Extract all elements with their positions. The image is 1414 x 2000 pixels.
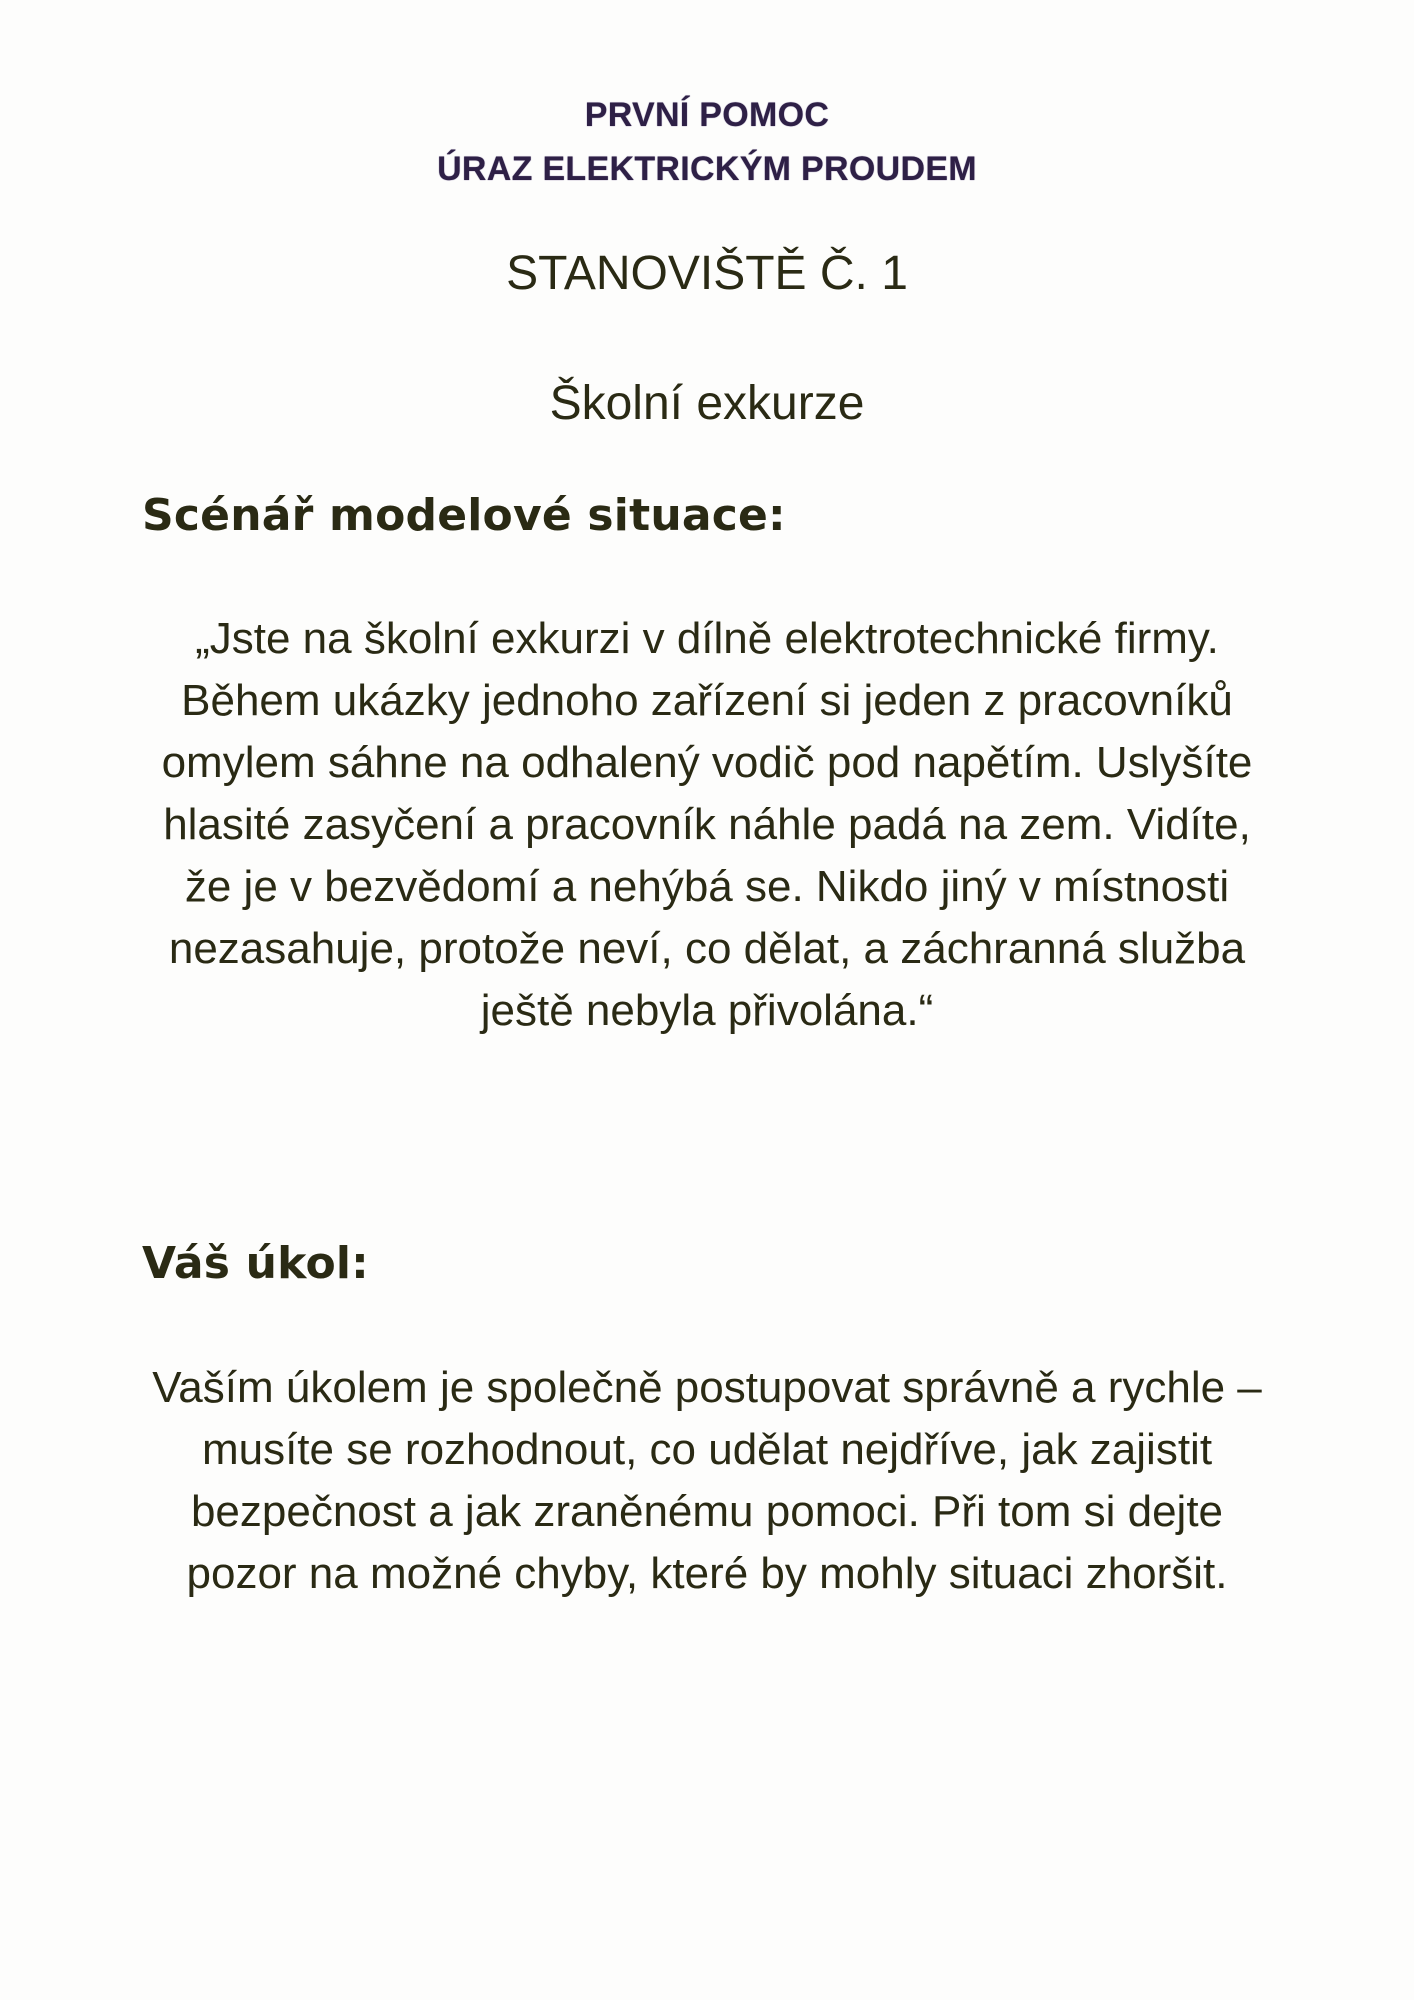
- scenario-heading: Scénář modelové situace:: [142, 490, 786, 541]
- document-header: [0, 88, 1414, 196]
- header-subtitle: ÚRAZ ELEKTRICKÝM PROUDEM: [437, 150, 977, 188]
- header-title: PRVNÍ POMOC: [584, 96, 830, 134]
- task-heading: Váš úkol:: [142, 1238, 369, 1289]
- scenario-text: „Jste na školní exkurzi v dílně elektrotechnické firmy. Během ukázky jednoho zařízení si jeden z pracovníků omylem sáhne na odhalený vodič pod napětím. Uslyšíte hlasité zasyčení a pracovník náhle padá na zem. Vidíte, že je v bezvědomí a nehýbá se. Nikdo jiný v místnosti nezasahuje, protože neví, co dělat, a záchranná služba ještě nebyla přivolána.“: [161, 614, 1253, 1035]
- task-text: Vaším úkolem je společně postupovat správně a rychle – musíte se rozhodnout, co udělat nejdříve, jak zajistit bezpečnost a jak zraněnému pomoci. Při tom si dejte pozor na možné chyby, které by mohly situaci zhoršit.: [152, 1363, 1262, 1598]
- station-title: STANOVIŠTĚ Č. 1: [506, 247, 908, 300]
- station-subtitle: Školní exkurze: [549, 377, 865, 430]
